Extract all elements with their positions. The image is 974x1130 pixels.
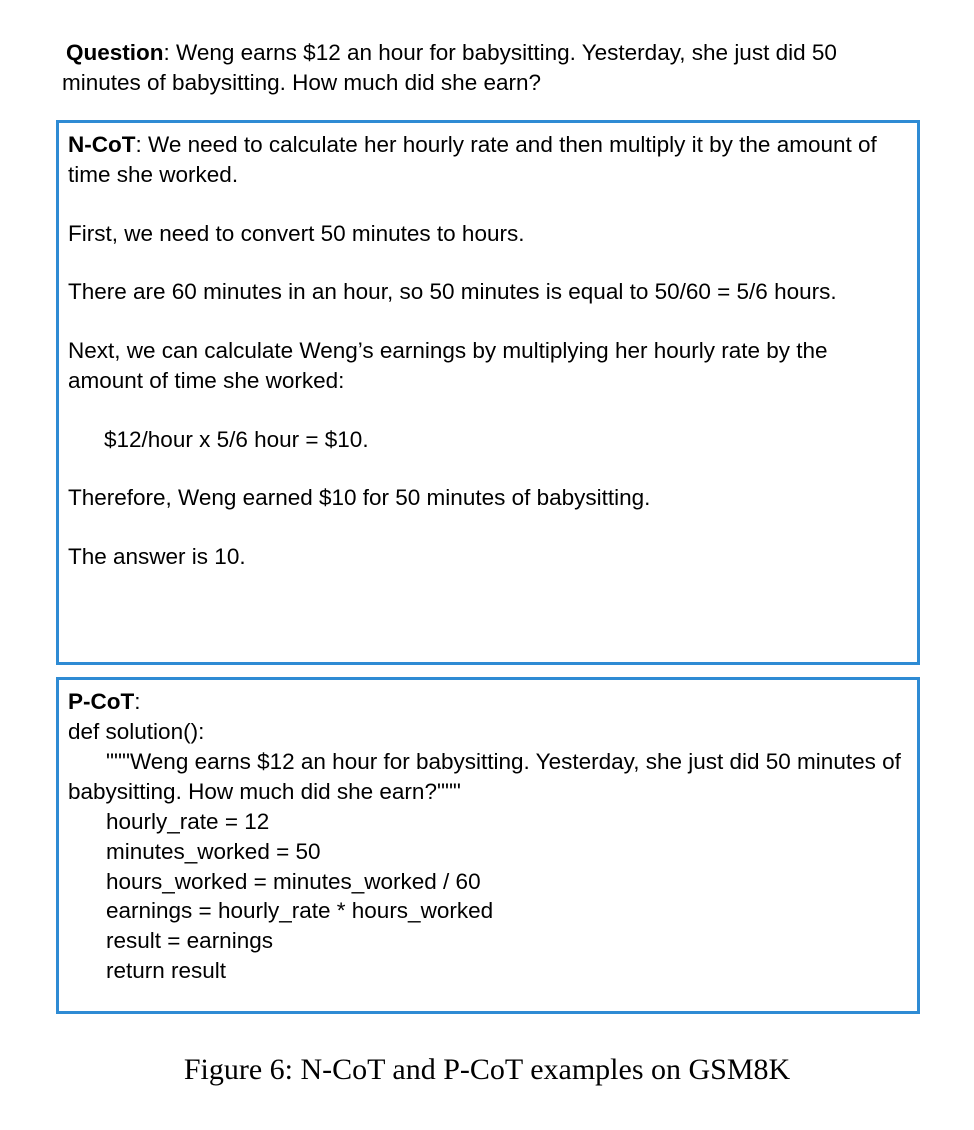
- code-line: result = earnings: [106, 928, 273, 954]
- code-line: hours_worked = minutes_worked / 60: [106, 868, 481, 894]
- ncot-first-paragraph: [68, 130, 908, 190]
- question-text: Weng earns $12 an hour for babysitting. Yesterday, she just did 50 minutes of babysitting. How much did she earn?: [62, 40, 837, 96]
- ncot-formula-line: $12/hour x 5/6 hour = $10.: [104, 426, 369, 452]
- ncot-box: [56, 120, 920, 665]
- ncot-answer-paragraph: The answer is 10.: [68, 544, 246, 570]
- ncot-paragraph-text: We need to calculate her hourly rate and then multiply it by the amount of time she worked.: [68, 132, 877, 187]
- ncot-paragraph: Therefore, Weng earned $10 for 50 minutes of babysitting.: [68, 485, 651, 511]
- code-line: earnings = hourly_rate * hours_worked: [106, 898, 494, 924]
- question-label: Question: [66, 40, 164, 65]
- ncot-paragraph: First, we need to convert 50 minutes to hours.: [68, 220, 525, 246]
- ncot-label: N-CoT: [68, 132, 136, 157]
- ncot-separator: :: [135, 132, 148, 157]
- figure-caption: Figure 6: N-CoT and P-CoT examples on GSM8K: [183, 1053, 791, 1086]
- code-line: hourly_rate = 12: [106, 808, 270, 834]
- question-separator: :: [163, 40, 177, 65]
- code-line-def: def solution():: [68, 718, 205, 744]
- code-line-return: return result: [106, 958, 227, 984]
- ncot-paragraph: Next, we can calculate Weng’s earnings by multiplying her hourly rate by the amount of time she worked:: [68, 338, 828, 393]
- question-block: [62, 38, 910, 98]
- code-line: minutes_worked = 50: [106, 838, 321, 864]
- code-line-docstring: """Weng earns $12 an hour for babysitting. Yesterday, she just did 50 minutes of babysitting. How much did she earn?""": [68, 748, 901, 804]
- pcot-label: P-CoT: [68, 689, 135, 714]
- pcot-box: [56, 677, 920, 1014]
- pcot-header: [68, 687, 908, 717]
- pcot-separator: :: [134, 689, 141, 714]
- ncot-paragraph: There are 60 minutes in an hour, so 50 minutes is equal to 50/60 = 5/6 hours.: [68, 279, 837, 305]
